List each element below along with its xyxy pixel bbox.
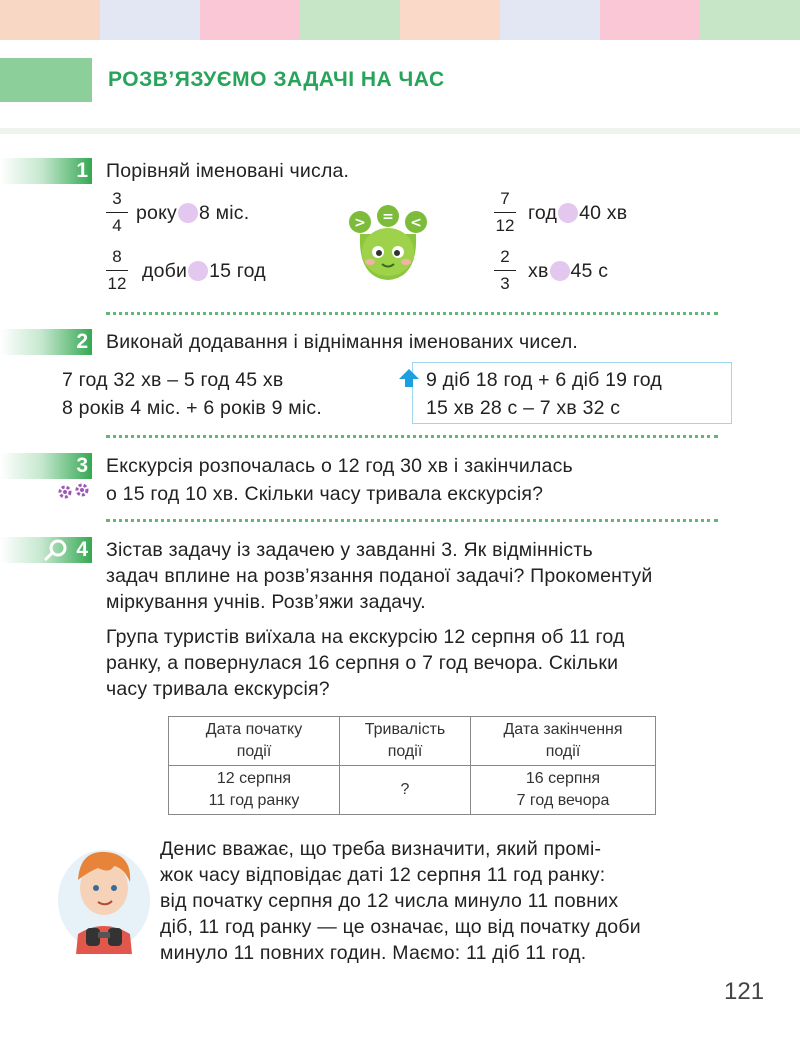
compare-sign-slot[interactable] — [178, 203, 198, 223]
expression: 15 хв 28 с – 7 хв 32 с — [426, 397, 621, 419]
denys-line: жок часу відповідає даті 12 серпня 11 год ранку: — [160, 864, 606, 886]
expression: 9 діб 18 год + 6 діб 19 год — [426, 369, 662, 391]
task4-line: Зістав задачу із задачею у завданні 3. Як відмінність — [106, 539, 593, 561]
denys-line: Денис вважає, що треба визначити, який промі- — [160, 838, 602, 860]
expression: 8 років 4 міс. + 6 років 9 міс. — [62, 397, 322, 419]
expression: 7 год 32 хв – 5 год 45 хв — [62, 369, 284, 391]
task-number: 3 — [76, 454, 88, 477]
compare-item: $\frac{7}{12}$ год 40 хв — [495, 189, 628, 235]
table-header-row — [169, 717, 656, 766]
fraction: $\frac{2}{3}$ — [494, 246, 516, 295]
denys-line: минуло 11 повних годин. Маємо: 11 діб 11 год. — [160, 942, 587, 964]
task2-text: Виконай додавання і віднімання іменованих чисел. — [106, 331, 579, 353]
task3-line: Екскурсія розпочалась о 12 год 30 хв і закінчилась — [106, 455, 573, 477]
table-row — [169, 766, 656, 815]
strip-segment — [100, 0, 200, 40]
sign-less: < — [410, 215, 422, 231]
task-number-tab — [0, 329, 92, 355]
sign-greater: > — [354, 215, 366, 231]
dotted-divider — [106, 312, 718, 315]
magnifier-icon — [42, 538, 70, 567]
gears-icon — [56, 482, 92, 505]
compare-sign-slot[interactable] — [558, 203, 578, 223]
unknown-duration-cell: ? — [340, 766, 471, 815]
compare-sign-slot[interactable] — [188, 261, 208, 281]
strip-segment — [300, 0, 400, 40]
table-header: Тривалість події — [340, 717, 471, 766]
task-number-tab — [0, 158, 92, 184]
compare-sign-slot[interactable] — [550, 261, 570, 281]
top-color-strip — [0, 0, 800, 40]
table-header: Дата початку події — [169, 717, 340, 766]
title-underline-band — [0, 128, 800, 134]
strip-segment — [0, 0, 100, 40]
problem-line: ранку, а повернулася 16 серпня о 7 год вечора. Скільки — [106, 652, 619, 674]
up-arrow-icon — [398, 368, 420, 393]
task3-line: о 15 год 10 хв. Скільки часу тривала екскурсія? — [106, 483, 544, 505]
denys-line: від початку серпня до 12 числа минуло 11 повних — [160, 890, 619, 912]
strip-segment — [600, 0, 700, 40]
compare-item: $\frac{2}{3}$ хв 45 с — [494, 246, 608, 295]
compare-item: $\frac{3}{4}$ року 8 міс. — [106, 188, 249, 237]
task-number: 1 — [76, 159, 88, 182]
event-table — [168, 716, 656, 815]
task-number-tab — [0, 453, 92, 479]
mascot-compare-signs — [346, 204, 430, 284]
task4-line: міркування учнів. Розв’яжи задачу. — [106, 591, 426, 613]
fraction: $\frac{7}{12}$ — [495, 189, 515, 235]
table-cell: 12 серпня 11 год ранку — [169, 766, 340, 815]
page-number: 121 — [724, 978, 765, 1005]
dotted-divider — [106, 519, 718, 522]
boy-with-binoculars-illustration — [58, 838, 150, 954]
strip-segment — [700, 0, 800, 40]
fraction: $\frac{8}{12}$ — [107, 247, 127, 293]
problem-line: Група туристів виїхала на екскурсію 12 серпня об 11 год — [106, 626, 625, 648]
strip-segment — [500, 0, 600, 40]
title-accent-bar — [0, 58, 92, 102]
fraction: $\frac{3}{4}$ — [106, 188, 128, 237]
strip-segment — [400, 0, 500, 40]
strip-segment — [200, 0, 300, 40]
sign-equal: = — [382, 209, 394, 225]
page-title: РОЗВ’ЯЗУЄМО ЗАДАЧІ НА ЧАС — [108, 68, 445, 91]
task-number: 2 — [76, 330, 88, 353]
task-number: 4 — [76, 538, 88, 561]
table-cell: 16 серпня 7 год вечора — [471, 766, 656, 815]
table-header: Дата закінчення події — [471, 717, 656, 766]
task4-line: задач вплине на розв’язання поданої задачі? Прокоментуй — [106, 565, 653, 587]
dotted-divider — [106, 435, 718, 438]
compare-item: $\frac{8}{12}$ доби 15 год — [107, 247, 266, 293]
denys-line: діб, 11 год ранку — це означає, що від початку доби — [160, 916, 641, 938]
problem-line: часу тривала екскурсія? — [106, 678, 330, 700]
task1-text: Порівняй іменовані числа. — [106, 160, 350, 182]
